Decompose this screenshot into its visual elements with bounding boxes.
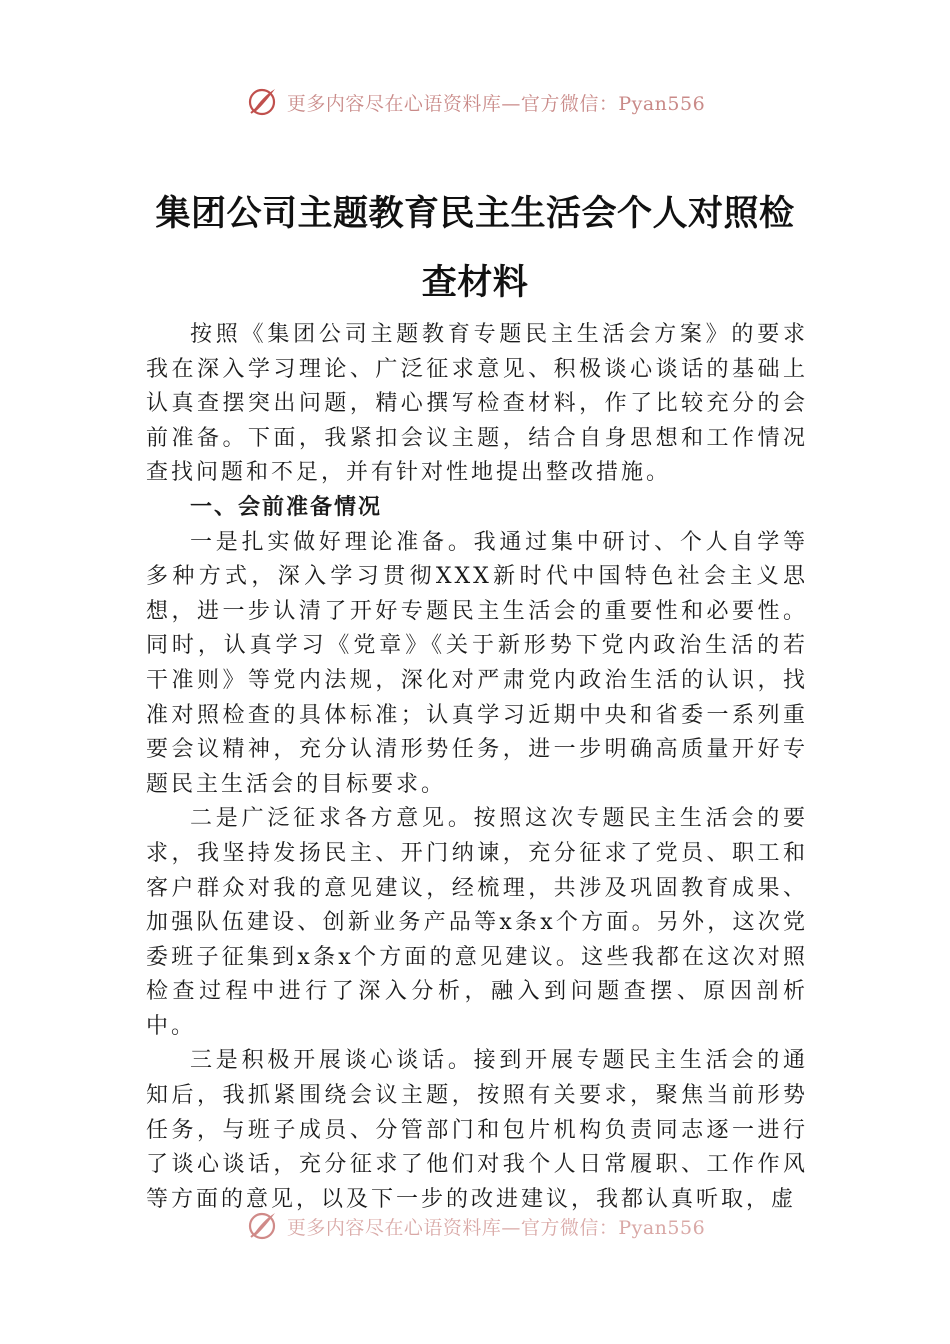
paragraph-heart-talks: 三是积极开展谈心谈话。接到开展专题民主生活会的通知后，我抓紧围绕会议主题，按照有关要求，聚焦当前形势任务，与班子成员、分管部门和包片机构负责同志逐一进行了谈心谈话，充分征求了他们对我个人日常履职、工作作风等方面的意见，以及下一步的改进建议，我都认真听取，虚 (146, 1048, 808, 1212)
paragraph-collect-opinions: 二是广泛征求各方意见。按照这次专题民主生活会的要求，我坚持发扬民主、开门纳谏，充分征求了党员、职工和客户群众对我的意见建议，经梳理，共涉及巩固教育成果、加强队伍建设、创新业务产品等x条x个方面。另外，这次党委班子征集到x条x个方面的意见建议。这些我都在这次对照检查过程中进行了深入分析，融入到问题查摆、原因剖析中。 (146, 806, 808, 1039)
quill-logo-icon (245, 1209, 279, 1243)
footer-watermark (0, 1206, 950, 1246)
section-heading: 一、会前准备情况 (190, 494, 383, 520)
document-title-line2: 查材料 (421, 262, 529, 303)
header-watermark-text: 更多内容尽在心语资料库—官方微信：Pyan556 (286, 92, 706, 115)
paragraph-theory-prep: 一是扎实做好理论准备。我通过集中研讨、个人自学等多种方式，深入学习贯彻XXX新时代中国特色社会主义思想，进一步认清了开好专题民主生活会的重要性和必要性。同时，认真学习《党章》《关于新形势下党内政治生活的若干准则》等党内法规，深化对严肃党内政治生活的认识，找准对照检查的具体标准；认真学习近期中央和省委一系列重要会议精神，充分认清形势任务，进一步明确高质量开好专题民主生活会的目标要求。 (146, 529, 808, 797)
footer-watermark-text: 更多内容尽在心语资料库—官方微信：Pyan556 (286, 1216, 706, 1239)
quill-logo-icon (245, 85, 279, 119)
header-watermark (0, 82, 950, 122)
document-title-line1: 集团公司主题教育民主生活会个人对照检 (155, 193, 795, 234)
document-body (146, 318, 808, 1217)
paragraph-intro: 按照《集团公司主题教育专题民主生活会方案》的要求我在深入学习理论、广泛征求意见、积极谈心谈话的基础上认真查摆突出问题，精心撰写检查材料，作了比较充分的会前准备。下面，我紧扣会议主题，结合自身思想和工作情况查找问题和不足，并有针对性地提出整改措施。 (146, 322, 808, 486)
